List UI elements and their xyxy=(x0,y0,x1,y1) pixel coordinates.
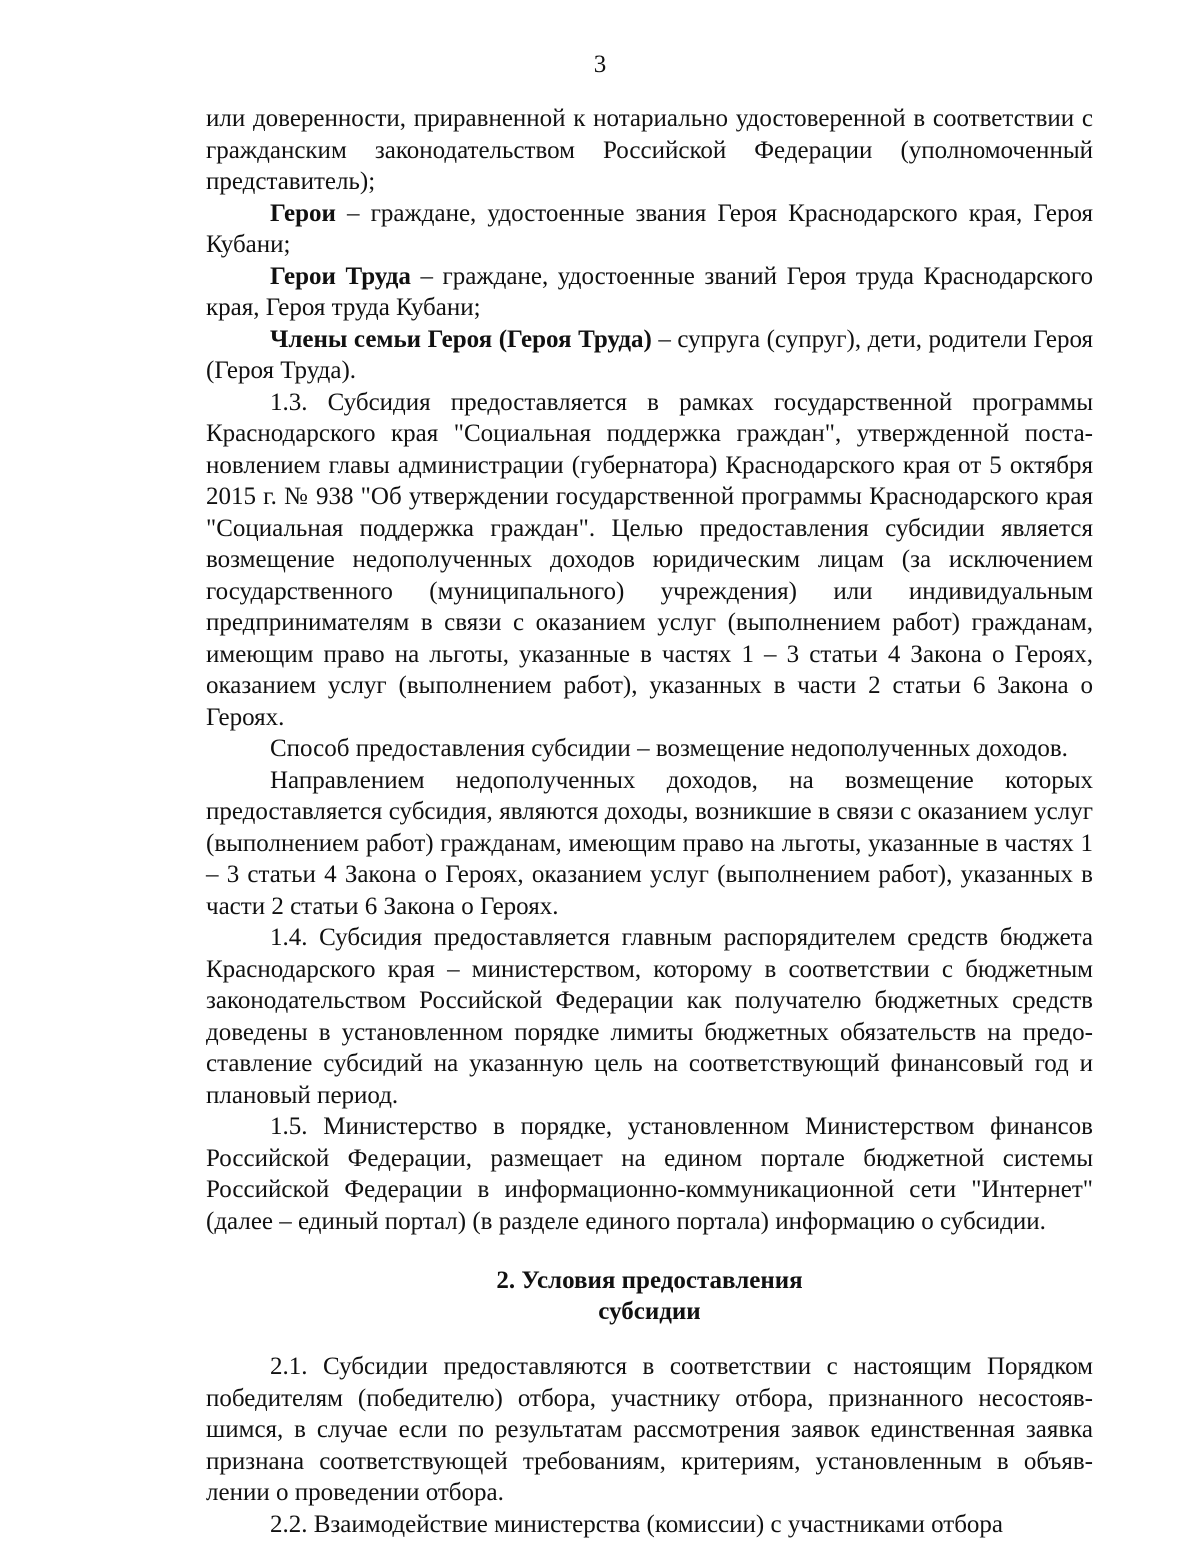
section-heading-line-1: 2. Условия предоставления xyxy=(496,1267,803,1294)
definition-term: Герои xyxy=(270,199,336,227)
paragraph-text: Направлением недополученных доходов, на возмещение которых предоставляется субсидия, являются доходы, возникшие в связи с оказанием услуг (выполнением работ) гражданам, имеющим право на льготы, указанные в частях 1 – 3 статьи 4 Закона о Героях, оказанием услуг (выполнением работ), указанных в части 2 статьи 6 Закона о Героях. xyxy=(206,766,1093,920)
document-body xyxy=(206,103,1093,1540)
paragraph-text: 2.1. Субсидии предоставляются в соответствии с настоящим Порядком победителям (победителю) отбора, участнику отбора, признанного несостоявшимся, в случае если по результатам рассмотрения заявок единственная заявка признана соответствующей требованиям, критериям, установленным в объявлении о проведении отбора. xyxy=(206,1353,1093,1506)
page-number: 3 xyxy=(593,51,607,78)
definition-heroes-of-labor xyxy=(206,261,1093,324)
definition-text: – супруга (супруг), дети, родители Героя (Героя Труда). xyxy=(206,325,1093,384)
paragraph-text: 2.2. Взаимодействие министерства (комиссии) с участниками отбора xyxy=(270,1510,1004,1538)
paragraph-text: Способ предоставления субсидии – возмещение недополученных доходов. xyxy=(270,735,1068,762)
definition-term: Члены семьи Героя (Героя Труда) xyxy=(270,325,652,353)
definition-text: – граждане, удостоенные звания Героя Краснодарского края, Героя Кубани; xyxy=(206,199,1093,258)
paragraph-subsidy-method xyxy=(206,733,1093,765)
paragraph-text: 1.3. Субсидия предоставляется в рамках государственной программы Краснодарского края "Социальная поддержка граждан", утвержденной постановлением главы администрации (губернатора) Краснодарского края от 5 октября 2015 г. № 938 "Об утверждении государственной программы Краснодарского края "Социальная поддержка граждан". Целью предоставления субсидии является возмещение недополученных доходов юридическим лицам (за исключением государственного (муниципального) учреждения) или индивидуальным предпринимателям в связи с оказанием услуг (выполнением работ) гражданам, имеющим право на льготы, указанные в частях 1 – 3 статьи 4 Закона о Героях, оказанием услуг (выполнением работ), указанных в части 2 статьи 6 Закона о Героях. xyxy=(206,388,1093,731)
definition-family-members xyxy=(206,324,1093,387)
paragraph-text: 1.4. Субсидия предоставляется главным распорядителем средств бюджета Краснодарского края – министерством, которому в соответствии с бюджетным законодательством Российской Федерации как получателю бюджетных средств доведены в установленном порядке лимиты бюджетных обязательств на предоставление субсидий на указанную цель на соответствующий финансовый год и плановый период. xyxy=(206,924,1093,1109)
clause-2-1 xyxy=(206,1351,1093,1509)
paragraph-income-direction xyxy=(206,765,1093,923)
clause-2-2 xyxy=(206,1509,1093,1541)
clause-1-5 xyxy=(206,1111,1093,1237)
definition-heroes xyxy=(206,198,1093,261)
clause-1-4 xyxy=(206,922,1093,1111)
paragraph-representative xyxy=(206,103,1093,198)
section-heading-line-2: субсидии xyxy=(598,1298,701,1325)
section-heading xyxy=(206,1265,1093,1327)
paragraph-text: 1.5. Министерство в порядке, установленном Министерством финансов Российской Федерации, размещает на едином портале бюджетной системы Российской Федерации в информационно-коммуникационной сети "Интернет" (далее – единый портал) (в разделе единого портала) информацию о субсидии. xyxy=(206,1113,1093,1235)
definition-text: – граждане, удостоенные званий Героя труда Краснодарского края, Героя труда Кубани; xyxy=(206,262,1094,321)
definition-term: Герои Труда xyxy=(270,262,411,290)
clause-1-3 xyxy=(206,387,1093,734)
paragraph-text: или доверенности, приравненной к нотариально удостоверенной в соответствии с гражданским законодательством Российской Федерации (уполномоченный представитель); xyxy=(206,105,1093,195)
